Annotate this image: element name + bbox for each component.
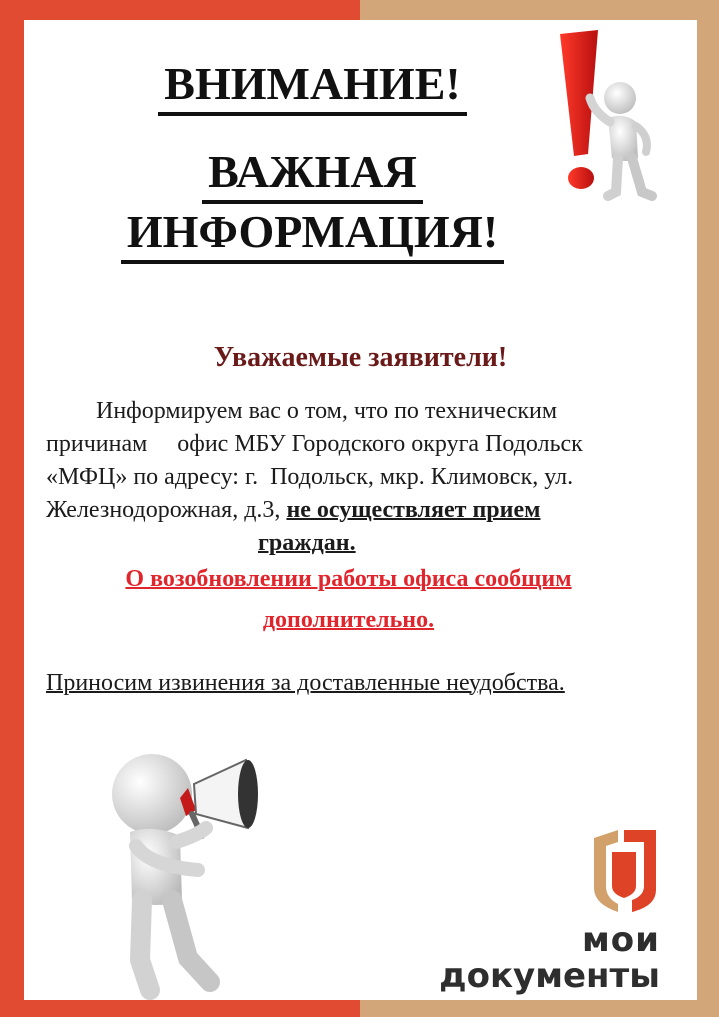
- logo-shield-icon: [592, 828, 658, 912]
- notice-sheet: [24, 20, 697, 1000]
- resume-notice-line-2: дополнительно.: [262, 607, 435, 633]
- greeting-heading: Уважаемые заявители!: [213, 342, 508, 373]
- title-important: ВАЖНАЯ: [0, 146, 649, 204]
- title-information: ИНФОРМАЦИЯ!: [0, 206, 649, 264]
- exclamation-man-illustration: [538, 26, 678, 206]
- apology-text: Приносим извинения за доставленные неудобства.: [46, 670, 565, 696]
- megaphone-man-illustration: [70, 732, 310, 1002]
- title-attention: ВНИМАНИЕ!: [0, 58, 649, 116]
- message-line-4: Железнодорожная, д.3, не осуществляет прием: [46, 497, 541, 523]
- message-line-5: [258, 527, 719, 560]
- resume-notice-line-1: О возобновлении работы офиса сообщим: [125, 566, 572, 592]
- message-line-1: Информируем вас о том, что по техническим: [96, 398, 558, 424]
- message-line-3: «МФЦ» по адресу: г. Подольск, мкр. Климовск, ул.: [46, 464, 574, 490]
- no-reception-text: не осуществляет прием: [286, 497, 541, 523]
- moi-dokumenty-logo: [386, 828, 676, 998]
- citizens-text: граждан.: [258, 530, 356, 556]
- message-line-2: причинам офис МБУ Городского округа Подольск: [46, 431, 583, 457]
- logo-text-dokumenty: документы: [439, 956, 660, 996]
- logo-text-moi: мои: [582, 920, 660, 960]
